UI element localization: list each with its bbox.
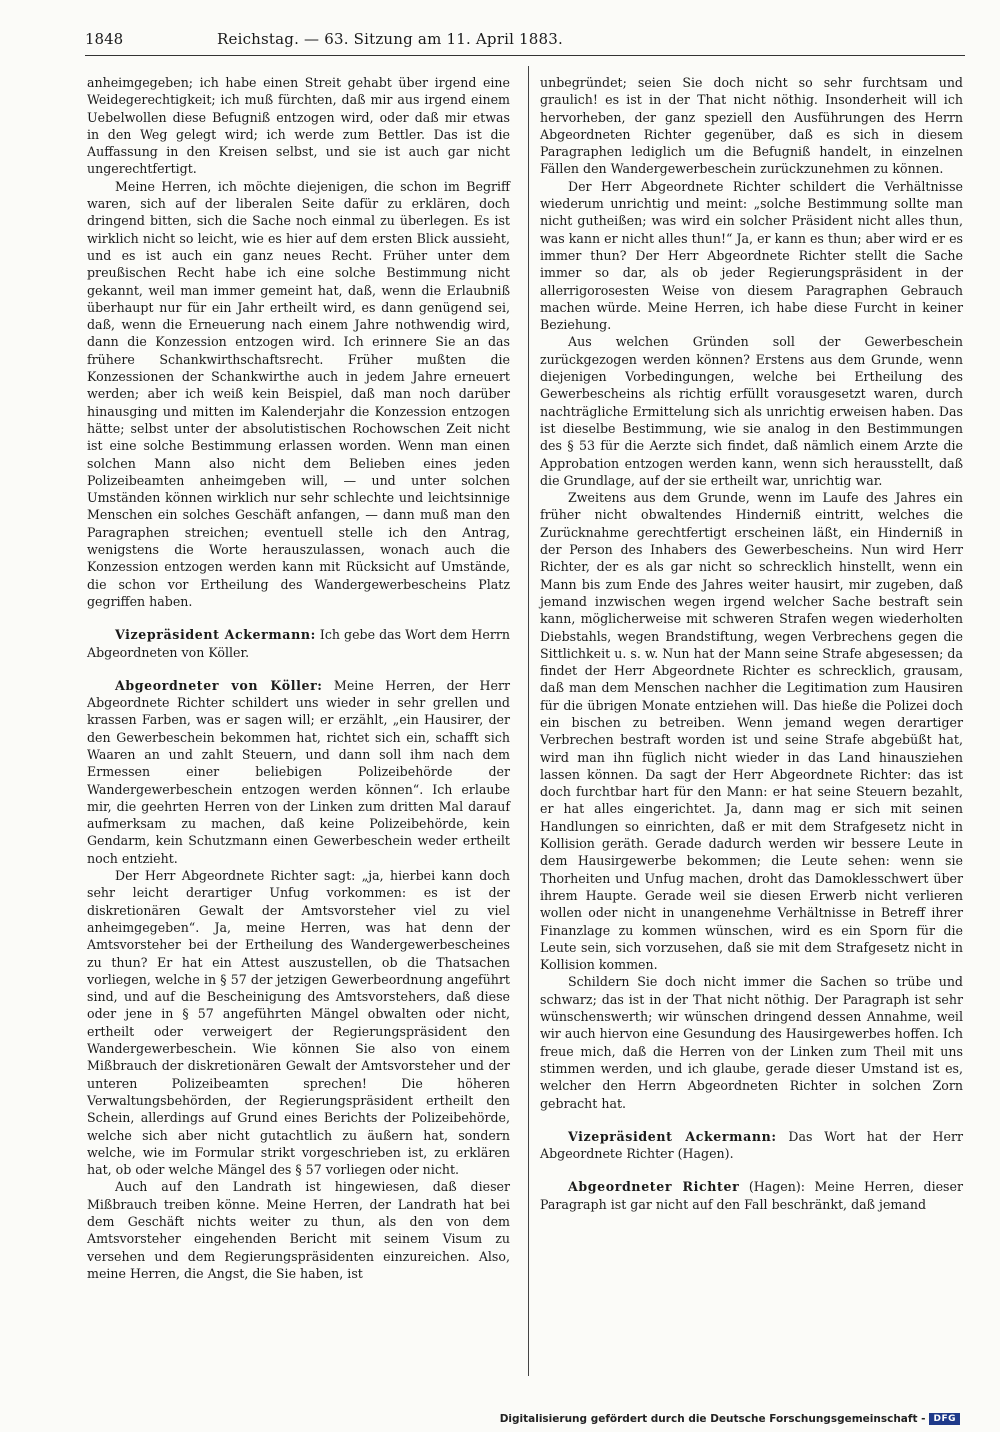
paragraph: Schildern Sie doch nicht immer die Sachen so trübe und schwarz; das ist in der That nicht nöthig. Der Paragraph ist sehr wünschenswerth; wir wünschen dringend dessen Annahme, weil wir auch hiervon eine Gesundung des Hausirgewerbes hoffen. Ich freue mich, daß die Herren von der Linken zum Theil mit uns stimmen werden, und ich glaube, gerade dieser Umstand ist es, welcher den Herrn Abgeordneten Richter in solchen Zorn gebracht hat. — [540, 974, 963, 1111]
paragraph: unbegründet; seien Sie doch nicht so sehr furchtsam und graulich! es ist in der That nicht nöthig. Insonderheit will ich hervorheben, der ganz speziell den Ausführungen des Herrn Abgeordneten Richter gegenüber, daß es sich in diesem Paragraphen lediglich um die Befugniß handelt, in einzelnen Fällen den Wandergewerbeschein zurückzunehmen zu können. — [540, 75, 963, 177]
dfg-logo-icon: DFG — [929, 1413, 960, 1425]
paragraph: Zweitens aus dem Grunde, wenn im Laufe des Jahres ein früher nicht obwaltendes Hinderniß eintritt, welches die Zurücknahme gerechtfertigt erscheinen läßt, ein Hinderniß in der Person des Inhabers des Gewerbescheins. Nun wird Herr Richter, der es als gar nicht so schrecklich hinstellt, wenn ein Mann bis zum Ende des Jahres weiter hausirt, mir zugeben, daß jemand inzwischen wegen irgend welcher Sache bestraft sein kann, möglicherweise mit schweren Strafen wegen wiederholten Diebstahls, wegen Brandstiftung, wegen Verbrechens gegen die Sittlichkeit u. s. w. Nun hat der Mann seine Strafe abgesessen; da findet der Herr Abgeordnete Richter es schrecklich, grausam, daß man dem Menschen nachher die Legitimation zum Hausiren für die übrigen Monate entziehen will. Das hieße die Polizei doch ein bischen zu betreiben. Wenn jemand wegen derartiger Verbrechen bestraft worden ist und seine Strafe abgebüßt hat, wird man ihn füglich nicht wieder in das Land hinausziehen lassen können. Da sagt der Herr Abgeordnete Richter: das ist doch furchtbar hart für den Mann: er hat seine Steuern bezahlt, er hat alles eingerichtet. Ja, dann mag er sich mit seinen Handlungen so einrichten, daß er mit dem Strafgesetz nicht in Kollision geräth. Gerade dadurch werden wir bessere Leute in dem Hausirgewerbe bekommen; die Leute sehen: wenn sie Thorheiten und Unfug machen, droht das Damoklesschwert über ihrem Haupte. Gerade weil sie diesen Erwerb nicht verlieren wollen oder nicht in unangenehme Verhältnisse in Betreff ihrer Finanzlage zu kommen wünschen, wird es ein Sporn für die Leute sein, sich vorzusehen, daß sie mit dem Strafgesetz nicht in Kollision kommen. — [540, 490, 963, 973]
right-column — [540, 74, 963, 1213]
paragraph: anheimgegeben; ich habe einen Streit gehabt über irgend eine Weidegerechtigkeit; ich muß fürchten, daß mir aus irgend einem Uebelwollen diese Befugniß entzogen wird, oder daß mir etwas in den Weg gelegt wird; ich werde zum Bettler. Das ist die Auffassung in den Kreisen selbst, und sie ist auch gar nicht ungerechtfertigt. — [87, 75, 510, 177]
digitization-credit — [500, 1413, 960, 1425]
paragraph: Auch auf den Landrath ist hingewiesen, daß dieser Mißbrauch treiben könne. Meine Herren, der Landrath hat bei dem Geschäft nichts weiter zu thun, als den von dem Amtsvorsteher eingehenden Bericht mit seinem Visum zu versehen und dem Regierungspräsidenten einzureichen. Also, meine Herren, die Angst, die Sie haben, ist — [87, 1179, 510, 1281]
left-column — [87, 74, 510, 1282]
paragraph: Aus welchen Gründen soll der Gewerbeschein zurückgezogen werden können? Erstens aus dem Grunde, wenn diejenigen Vorbedingungen, welche bei Ertheilung des Gewerbescheins als richtig erfüllt vorausgesetzt waren, durch nachträgliche Ermittelung sich als unrichtig erweisen haben. Das ist dieselbe Bestimmung, wie sie analog in den Bestimmungen des § 53 für die Aerzte sich findet, daß nämlich einem Arzte die Approbation entzogen werden kann, wenn sich herausstellt, daß die Grundlage, auf der sie ertheilt war, unrichtig war. — [540, 334, 963, 488]
speech-entry — [540, 1128, 963, 1163]
column-divider — [528, 66, 529, 1376]
running-title: Reichstag. — 63. Sitzung am 11. April 1883. — [217, 30, 563, 48]
speech-entry — [540, 1178, 963, 1213]
speech-text: Das Wort hat der Herr Abgeordnete Richter (Hagen). — [540, 1128, 964, 1162]
speaker-name: Vizepräsident Ackermann: — [115, 627, 316, 643]
speaker-name: Vizepräsident Ackermann: — [568, 1128, 777, 1144]
speech-text: Meine Herren, der Herr Abgeordnete Richter schildert uns wieder in sehr grellen und krassen Farben, was er sagen will; er erzählt, „ein Hausirer, der den Gewerbeschein bekommen hat, richtet sich ein, schafft sich Waaren an und zahlt Steuern, und dann soll ihm nach dem Ermessen einer beliebigen Polizeibehörde der Wandergewerbeschein entzogen werden können“. Ich erlaube mir, die geehrten Herren von der Linken zum dritten Mal darauf aufmerksam zu machen, daß keine Polizeibehörde, kein Gendarm, kein Schutzmann einen Gewerbeschein weder ertheilt noch entzieht. — [87, 677, 510, 866]
speech-text: (Hagen): Meine Herren, dieser Paragraph ist gar nicht auf den Fall beschränkt, daß jemand — [540, 1179, 963, 1212]
page-number: 1848 — [85, 30, 124, 48]
speech-text: Ich gebe das Wort dem Herrn Abgeordneten von Köller. — [87, 627, 510, 660]
header-rule — [85, 55, 965, 56]
speaker-name: Abgeordneter von Köller: — [115, 677, 323, 693]
paragraph: Der Herr Abgeordnete Richter schildert die Verhältnisse wiederum unrichtig und meint: „solche Bestimmung sollte man nicht gutheißen; was wird ein solcher Präsident nicht alles thun, was kann er nicht alles thun!“ Ja, er kann es thun; aber wird er es immer thun? Der Herr Abgeordnete Richter stellt die Sache immer so dar, als ob jeder Regierungspräsident in der allerrigorosesten Weise von diesem Paragraphen Gebrauch machen würde. Meine Herren, ich habe diese Furcht in keiner Beziehung. — [540, 178, 963, 333]
credit-text: Digitalisierung gefördert durch die Deutsche Forschungsgemeinschaft - — [499, 1413, 926, 1425]
page-header — [85, 30, 695, 52]
paragraph: Der Herr Abgeordnete Richter sagt: „ja, hierbei kann doch sehr leicht derartiger Unfug vorkommen: es ist der diskretionären Gewalt der Amtsvorsteher viel zu viel anheimgegeben“. Ja, meine Herren, was hat denn der Amtsvorsteher bei der Ertheilung des Wandergewerbescheines zu thun? Er hat ein Attest auszustellen, ob die Thatsachen vorliegen, welche in § 57 der jetzigen Gewerbeordnung angeführt sind, und auf die Bescheinigung des Amtsvorstehers, daß diese oder jene in § 57 angeführten Mängel obwalten oder nicht, ertheilt oder verweigert der Regierungspräsident den Wandergewerbeschein. Wie können Sie also von einem Mißbrauch der diskretionären Gewalt der Amtsvorsteher und der unteren Polizeibeamten sprechen! Die höheren Verwaltungsbehörden, der Regierungspräsident ertheilt den Schein, allerdings auf Grund eines Berichts der Polizeibehörde, welche sich aber nicht gutachtlich zu äußern hat, sondern welche, wie im Formular strikt vorgeschrieben ist, zu erklären hat, ob oder welche Mängel des § 57 vorliegen oder nicht. — [87, 868, 510, 1178]
speech-entry — [87, 677, 510, 867]
paragraph: Meine Herren, ich möchte diejenigen, die schon im Begriff waren, sich auf der liberalen Seite dafür zu erklären, doch dringend bitten, sich die Sache noch einmal zu überlegen. Es ist wirklich nicht so leicht, wie es hier auf dem ersten Blick aussieht, und es ist auch ein ganz neues Recht. Früher unter dem preußischen Recht habe ich eine solche Bestimmung nicht gekannt, weil man immer gemeint hat, daß, wenn die Erlaubniß überhaupt nur für ein Jahr ertheilt wird, es dann genügend sei, daß, wenn die Erneuerung nach einem Jahre nothwendig wird, dann die Konzession entzogen wird. Ich erinnere Sie an das frühere Schankwirthschaftsrecht. Früher mußten die Konzessionen der Schankwirthe auch in jedem Jahre erneuert werden; aber ich weiß kein Beispiel, daß man noch darüber hinausging und mitten im Kalenderjahr die Konzession entzogen hätte; selbst unter der absolutistischen Rochowschen Zeit nicht ist eine solche Bestimmung erlassen worden. Wenn man einen solchen Mann also nicht dem Belieben eines jeden Polizeibeamten anheimgeben will, — und unter solchen Umständen können wirklich nur sehr schlechte und leichtsinnige Menschen ein solches Geschäft anfangen, — dann muß man den Paragraphen streichen; eventuell stelle ich den Antrag, wenigstens die Worte herauszulassen, wonach auch die Konzession entzogen werden kann mit Rücksicht auf Umstände, die schon vor Ertheilung des Wandergewerbescheins Platz gegriffen haben. — [87, 178, 510, 609]
speech-entry — [87, 626, 510, 661]
speaker-name: Abgeordneter Richter — [568, 1179, 740, 1195]
